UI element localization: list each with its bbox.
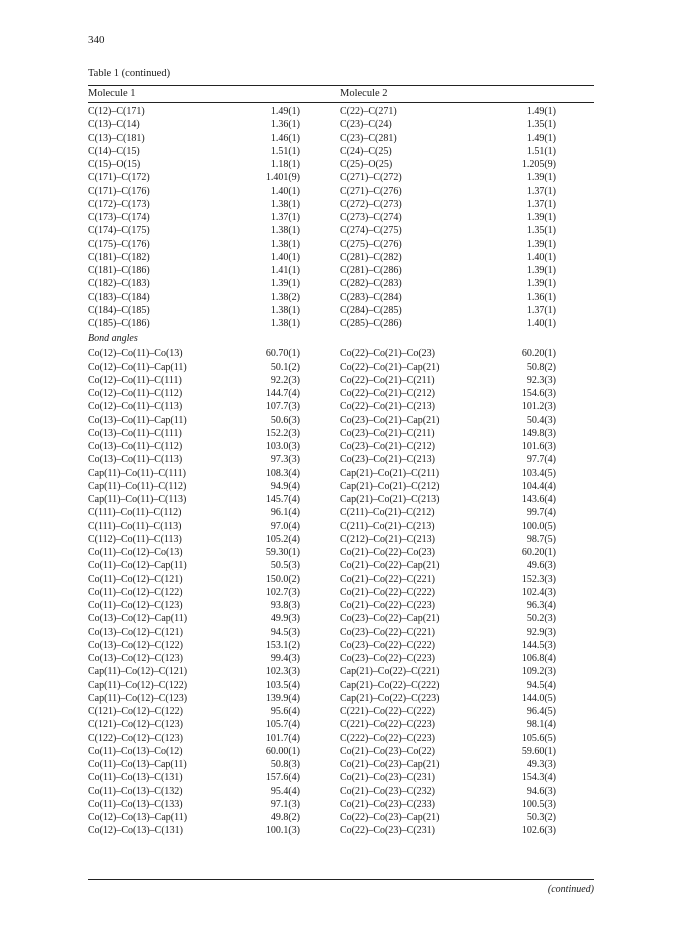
molecule-2-label: C(281)–C(282) [340, 251, 402, 263]
molecule-1-value: 94.5(3) [270, 626, 300, 638]
molecule-2-value: 105.6(5) [521, 732, 556, 744]
molecule-1-value: 97.3(3) [270, 454, 300, 466]
table-row [88, 798, 594, 811]
molecule-1-value: 50.8(3) [270, 759, 300, 770]
table-row [88, 493, 594, 506]
molecule-1-value: 49.8(2) [270, 812, 300, 823]
molecule-1-label: Co(11)–Co(12)–C(122) [88, 586, 183, 598]
molecule-1-value: 100.1(3) [265, 825, 300, 837]
molecule-2-label: Co(23)–Co(22)–Cap(21) [340, 613, 440, 625]
table-row [88, 132, 594, 145]
molecule-2-label: Co(22)–Co(23)–C(231) [340, 825, 435, 837]
table-row [88, 480, 594, 493]
molecule-1-value: 50.1(2) [270, 361, 300, 373]
section-heading-row [88, 330, 594, 347]
molecule-2-label: Co(21)–Co(23)–Cap(21) [340, 759, 440, 770]
molecule-1-label: Cap(11)–Co(11)–C(113) [88, 494, 187, 505]
molecule-1-value: 1.38(1) [270, 238, 300, 250]
molecule-1-value: 1.36(1) [270, 119, 300, 131]
molecule-2-value: 99.7(4) [526, 507, 556, 519]
molecule-1-label: C(14)–C(15) [88, 145, 140, 157]
table-row [88, 745, 594, 758]
molecule-2-value: 50.2(3) [526, 613, 556, 625]
molecule-2-label: Co(21)–Co(22)–Co(23) [340, 547, 435, 558]
molecule-2-label: C(284)–C(285) [340, 304, 402, 316]
bond-angles-heading: Bond angles [88, 333, 138, 345]
table-row [88, 361, 594, 374]
molecule-1-value: 1.41(1) [270, 265, 300, 276]
molecule-2-value: 1.40(1) [526, 251, 556, 263]
molecule-2-value: 101.6(3) [521, 441, 556, 452]
molecule-2-value: 98.1(4) [526, 719, 556, 731]
molecule-1-label: C(111)–Co(11)–C(113) [88, 520, 182, 532]
molecule-2-label: C(25)–O(25) [340, 159, 393, 170]
molecule-1-value: 49.9(3) [270, 613, 300, 625]
molecule-1-label: C(13)–C(14) [88, 119, 140, 131]
molecule-2-value: 1.35(1) [526, 225, 556, 237]
table-row [88, 520, 594, 533]
molecule-2-label: C(23)–C(281) [340, 132, 397, 144]
molecule-1-label: C(175)–C(176) [88, 238, 150, 250]
molecule-1-label: C(111)–Co(11)–C(112) [88, 507, 182, 519]
table-row [88, 771, 594, 784]
molecule-2-label: Cap(21)–Co(22)–C(222) [340, 679, 440, 691]
molecule-1-label: Co(13)–Co(12)–C(122) [88, 639, 183, 651]
molecule-2-label: Co(22)–Co(21)–C(212) [340, 388, 435, 399]
molecule-2-value: 104.4(4) [521, 480, 556, 492]
molecule-2-value: 98.7(5) [526, 533, 556, 545]
molecule-1-value: 139.9(4) [265, 692, 300, 704]
table-row [88, 546, 594, 559]
molecule-1-value: 103.0(3) [265, 441, 300, 452]
molecule-1-value: 92.2(3) [270, 374, 300, 386]
molecule-1-label: Co(11)–Co(12)–Cap(11) [88, 560, 187, 572]
molecule-1-label: Co(11)–Co(12)–Co(13) [88, 547, 183, 558]
molecule-2-value: 1.36(1) [526, 291, 556, 303]
molecule-1-label: C(12)–C(171) [88, 106, 145, 117]
table-row [88, 705, 594, 718]
molecule-2-value: 1.49(1) [526, 132, 556, 144]
molecule-1-label: Co(13)–Co(12)–C(123) [88, 653, 183, 664]
molecule-2-value: 100.5(3) [521, 798, 556, 810]
table-row [88, 599, 594, 612]
molecule-1-value: 152.2(3) [265, 427, 300, 439]
top-rule [88, 85, 594, 86]
molecule-2-label: C(212)–Co(21)–C(213) [340, 533, 435, 545]
molecule-1-label: Co(11)–Co(12)–C(121) [88, 573, 183, 585]
molecule-2-value: 144.5(3) [521, 639, 556, 651]
table-row [88, 251, 594, 264]
molecule-2-value: 94.6(3) [526, 785, 556, 797]
molecule-1-value: 96.1(4) [270, 507, 300, 519]
table-row [88, 679, 594, 692]
molecule-2-label: C(222)–Co(22)–C(223) [340, 732, 435, 744]
molecule-1-value: 102.7(3) [265, 586, 300, 598]
molecule-2-value: 1.49(1) [526, 106, 556, 117]
molecule-1-value: 108.3(4) [265, 467, 300, 479]
molecule-2-label: Co(22)–Co(21)–C(213) [340, 401, 435, 413]
molecule-2-label: Co(21)–Co(23)–C(233) [340, 798, 435, 810]
table-row [88, 586, 594, 599]
molecule-2-label: C(281)–C(286) [340, 265, 402, 276]
molecule-2-label: Co(21)–Co(23)–C(232) [340, 785, 435, 797]
molecule-2-value: 92.3(3) [526, 374, 556, 386]
molecule-2-label: Co(23)–Co(22)–C(221) [340, 626, 435, 638]
molecule-2-value: 59.60(1) [521, 745, 556, 757]
table-row [88, 573, 594, 586]
table-row [88, 758, 594, 771]
molecule-1-label: C(13)–C(181) [88, 132, 145, 144]
table-row [88, 427, 594, 440]
molecule-1-label: Co(13)–Co(11)–C(112) [88, 441, 183, 452]
molecule-2-value: 49.6(3) [526, 560, 556, 572]
table-row [88, 639, 594, 652]
molecule-2-label: C(271)–C(276) [340, 185, 402, 197]
molecule-2-value: 96.3(4) [526, 600, 556, 611]
molecule-1-value: 1.401(9) [265, 172, 300, 184]
molecule-1-value: 144.7(4) [265, 388, 300, 399]
molecule-2-label: Cap(21)–Co(21)–C(213) [340, 494, 440, 505]
molecule-2-label: C(211)–Co(21)–C(212) [340, 507, 435, 519]
table-row [88, 692, 594, 705]
molecule-2-value: 1.37(1) [526, 185, 556, 197]
molecule-2-value: 49.3(3) [526, 759, 556, 770]
molecule-1-value: 99.4(3) [270, 653, 300, 664]
molecule-2-value: 144.0(5) [521, 692, 556, 704]
molecule-1-label: C(15)–O(15) [88, 159, 141, 170]
molecule-1-value: 1.37(1) [270, 212, 300, 223]
molecule-1-label: Co(12)–Co(11)–C(113) [88, 401, 183, 413]
molecule-1-label: C(183)–C(184) [88, 291, 150, 303]
molecule-2-label: Cap(21)–Co(21)–C(212) [340, 480, 440, 492]
molecule-1-value: 60.70(1) [265, 348, 300, 360]
molecule-1-label: Co(12)–Co(13)–C(131) [88, 825, 183, 837]
molecule-1-label: C(171)–C(172) [88, 172, 150, 184]
molecule-2-label: Co(23)–Co(22)–C(222) [340, 639, 435, 651]
molecule-1-value: 1.38(1) [270, 304, 300, 316]
molecule-2-label: Cap(21)–Co(22)–C(221) [340, 666, 440, 678]
table-body [88, 105, 594, 838]
molecule-2-value: 96.4(5) [526, 706, 556, 717]
molecule-1-value: 59.30(1) [265, 547, 300, 558]
table-row [88, 785, 594, 798]
molecule-1-value: 105.2(4) [265, 533, 300, 545]
molecule-1-label: C(171)–C(176) [88, 185, 150, 197]
molecule-2-label: Co(23)–Co(22)–C(223) [340, 653, 435, 664]
molecule-2-value: 1.37(1) [526, 304, 556, 316]
molecule-2-value: 60.20(1) [521, 348, 556, 360]
molecule-1-value: 1.46(1) [270, 132, 300, 144]
table-row [88, 453, 594, 466]
table-row [88, 145, 594, 158]
table-row [88, 374, 594, 387]
molecule-1-value: 50.6(3) [270, 414, 300, 426]
page-number: 340 [88, 34, 105, 46]
molecule-1-label: Cap(11)–Co(12)–C(122) [88, 679, 188, 691]
molecule-2-value: 1.39(1) [526, 265, 556, 276]
molecule-1-label: Co(11)–Co(13)–C(132) [88, 785, 183, 797]
table-title: Table 1 (continued) [88, 68, 171, 79]
molecule-2-value: 154.6(3) [521, 388, 556, 399]
molecule-1-label: Co(13)–Co(12)–Cap(11) [88, 613, 188, 625]
molecule-1-value: 145.7(4) [265, 494, 300, 505]
molecule-2-label: Co(23)–Co(21)–Cap(21) [340, 414, 440, 426]
molecule-2-value: 1.40(1) [526, 318, 556, 329]
molecule-1-value: 1.40(1) [270, 185, 300, 197]
molecule-2-label: C(273)–C(274) [340, 212, 402, 223]
molecule-1-label: Co(12)–Co(11)–C(112) [88, 388, 183, 399]
table-row [88, 652, 594, 665]
table-row [88, 264, 594, 277]
molecule-1-label: Cap(11)–Co(12)–C(121) [88, 666, 188, 678]
molecule-2-label: Co(21)–Co(23)–C(231) [340, 772, 435, 784]
molecule-2-label: Cap(21)–Co(22)–C(223) [340, 692, 440, 704]
molecule-2-value: 50.8(2) [526, 361, 556, 373]
table-row [88, 400, 594, 413]
molecule-1-label: Cap(11)–Co(11)–C(111) [88, 467, 186, 479]
table-row [88, 238, 594, 251]
molecule-1-label: Co(12)–Co(13)–Cap(11) [88, 812, 188, 823]
molecule-1-value: 103.5(4) [265, 679, 300, 691]
table-row [88, 291, 594, 304]
molecule-2-label: Co(22)–Co(21)–C(211) [340, 374, 435, 386]
molecule-1-label: Co(13)–Co(12)–C(121) [88, 626, 183, 638]
table-row [88, 440, 594, 453]
molecule-1-value: 60.00(1) [265, 745, 300, 757]
molecule-2-value: 101.2(3) [521, 401, 556, 413]
molecule-2-label: Co(22)–Co(21)–Co(23) [340, 348, 435, 360]
molecule-2-value: 60.20(1) [521, 547, 556, 558]
table-row [88, 811, 594, 824]
molecule-2-label: C(275)–C(276) [340, 238, 402, 250]
bottom-rule [88, 879, 594, 880]
molecule-1-label: C(174)–C(175) [88, 225, 150, 237]
molecule-2-label: Co(21)–Co(22)–C(223) [340, 600, 435, 611]
molecule-2-label: C(274)–C(275) [340, 225, 402, 237]
molecule-1-value: 94.9(4) [270, 480, 300, 492]
molecule-1-label: Co(13)–Co(11)–Cap(11) [88, 414, 187, 426]
molecule-2-value: 1.51(1) [526, 145, 556, 157]
molecule-1-label: C(121)–Co(12)–C(122) [88, 706, 183, 717]
molecule-1-value: 1.38(2) [270, 291, 300, 303]
molecule-2-value: 152.3(3) [521, 573, 556, 585]
molecule-1-label: Co(12)–Co(11)–Co(13) [88, 348, 183, 360]
molecule-1-label: C(184)–C(185) [88, 304, 150, 316]
molecule-1-value: 105.7(4) [265, 719, 300, 731]
table-row [88, 277, 594, 290]
table-row [88, 612, 594, 625]
molecule-2-value: 1.39(1) [526, 278, 556, 290]
molecule-2-label: C(211)–Co(21)–C(213) [340, 520, 435, 532]
molecule-2-value: 1.39(1) [526, 212, 556, 223]
molecule-2-value: 102.4(3) [521, 586, 556, 598]
molecule-1-label: Co(13)–Co(11)–C(113) [88, 454, 183, 466]
molecule-2-value: 50.3(2) [526, 812, 556, 823]
molecule-1-value: 50.5(3) [270, 560, 300, 572]
header-rule [88, 102, 594, 103]
table-row [88, 414, 594, 427]
molecule-2-value: 1.39(1) [526, 238, 556, 250]
table-row [88, 626, 594, 639]
molecule-2-label: Cap(21)–Co(21)–C(211) [340, 467, 440, 479]
molecule-2-value: 100.0(5) [521, 520, 556, 532]
molecule-1-value: 101.7(4) [265, 732, 300, 744]
molecule-1-label: Co(11)–Co(13)–Co(12) [88, 745, 183, 757]
molecule-2-label: C(283)–C(284) [340, 291, 402, 303]
table-row [88, 533, 594, 546]
table-row [88, 665, 594, 678]
molecule-1-header: Molecule 1 [88, 88, 136, 99]
molecule-1-value: 97.1(3) [270, 798, 300, 810]
molecule-1-value: 1.39(1) [270, 278, 300, 290]
table-row [88, 118, 594, 131]
table-row [88, 732, 594, 745]
molecule-1-label: Co(12)–Co(11)–C(111) [88, 374, 182, 386]
molecule-1-label: Cap(11)–Co(11)–C(112) [88, 480, 187, 492]
molecule-2-value: 102.6(3) [521, 825, 556, 837]
table-row [88, 559, 594, 572]
molecule-2-header: Molecule 2 [340, 88, 388, 99]
molecule-1-value: 157.6(4) [265, 772, 300, 784]
molecule-2-value: 103.4(5) [521, 467, 556, 479]
molecule-1-value: 1.49(1) [270, 106, 300, 117]
molecule-2-label: C(282)–C(283) [340, 278, 402, 290]
table-row [88, 317, 594, 330]
molecule-2-label: C(23)–C(24) [340, 119, 392, 131]
molecule-1-label: C(182)–C(183) [88, 278, 150, 290]
molecule-1-value: 97.0(4) [270, 520, 300, 532]
table-row [88, 467, 594, 480]
molecule-1-label: Co(11)–Co(12)–C(123) [88, 600, 183, 611]
molecule-1-value: 95.6(4) [270, 706, 300, 717]
molecule-1-value: 93.8(3) [270, 600, 300, 611]
molecule-1-label: C(181)–C(186) [88, 265, 150, 276]
molecule-1-value: 102.3(3) [265, 666, 300, 678]
molecule-2-value: 1.39(1) [526, 172, 556, 184]
molecule-1-label: Cap(11)–Co(12)–C(123) [88, 692, 188, 704]
molecule-1-label: Co(12)–Co(11)–Cap(11) [88, 361, 187, 373]
molecule-1-label: C(112)–Co(11)–C(113) [88, 533, 182, 545]
molecule-2-value: 106.8(4) [521, 653, 556, 664]
molecule-1-value: 1.38(1) [270, 225, 300, 237]
molecule-2-label: Co(23)–Co(21)–C(213) [340, 454, 435, 466]
table-row [88, 718, 594, 731]
molecule-1-label: Co(11)–Co(13)–Cap(11) [88, 759, 187, 770]
molecule-2-label: C(24)–C(25) [340, 145, 392, 157]
table-row [88, 347, 594, 360]
molecule-1-label: Co(11)–Co(13)–C(131) [88, 772, 183, 784]
molecule-2-label: Co(22)–Co(21)–Cap(21) [340, 361, 440, 373]
molecule-1-value: 150.0(2) [265, 573, 300, 585]
molecule-2-label: C(285)–C(286) [340, 318, 402, 329]
table-row [88, 171, 594, 184]
molecule-1-value: 1.18(1) [270, 159, 300, 170]
continued-note: (continued) [547, 884, 594, 895]
molecule-2-value: 97.7(4) [526, 454, 556, 466]
table-row [88, 304, 594, 317]
molecule-2-label: Co(21)–Co(23)–Co(22) [340, 745, 435, 757]
molecule-1-label: Co(11)–Co(13)–C(133) [88, 798, 183, 810]
molecule-2-label: Co(23)–Co(21)–C(211) [340, 427, 435, 439]
molecule-1-label: C(173)–C(174) [88, 212, 150, 223]
molecule-1-label: C(185)–C(186) [88, 318, 150, 329]
table-row [88, 158, 594, 171]
molecule-1-value: 1.38(1) [270, 318, 300, 329]
molecule-2-value: 1.205(9) [521, 159, 556, 170]
molecule-2-value: 154.3(4) [521, 772, 556, 784]
molecule-1-value: 95.4(4) [270, 785, 300, 797]
molecule-2-label: Co(22)–Co(23)–Cap(21) [340, 812, 440, 823]
molecule-2-value: 143.6(4) [521, 494, 556, 505]
molecule-2-label: C(22)–C(271) [340, 106, 397, 117]
molecule-2-value: 50.4(3) [526, 414, 556, 426]
molecule-2-label: C(221)–Co(22)–C(222) [340, 706, 435, 717]
table-row [88, 224, 594, 237]
table-row [88, 185, 594, 198]
molecule-1-value: 1.51(1) [270, 145, 300, 157]
molecule-1-label: C(181)–C(182) [88, 251, 150, 263]
molecule-2-label: C(271)–C(272) [340, 172, 402, 184]
molecule-2-label: C(221)–Co(22)–C(223) [340, 719, 435, 731]
molecule-1-label: Co(13)–Co(11)–C(111) [88, 427, 182, 439]
molecule-2-value: 149.8(3) [521, 427, 556, 439]
molecule-2-label: Co(23)–Co(21)–C(212) [340, 441, 435, 452]
molecule-1-label: C(172)–C(173) [88, 198, 150, 210]
molecule-2-label: Co(21)–Co(22)–C(221) [340, 573, 435, 585]
molecule-2-label: Co(21)–Co(22)–Cap(21) [340, 560, 440, 572]
molecule-2-value: 1.35(1) [526, 119, 556, 131]
table-row [88, 824, 594, 837]
table-row [88, 506, 594, 519]
molecule-2-value: 109.2(3) [521, 666, 556, 678]
molecule-1-label: C(121)–Co(12)–C(123) [88, 719, 183, 731]
table-row [88, 211, 594, 224]
molecule-1-value: 1.40(1) [270, 251, 300, 263]
molecule-2-label: Co(21)–Co(22)–C(222) [340, 586, 435, 598]
molecule-1-value: 153.1(2) [265, 639, 300, 651]
molecule-1-value: 107.7(3) [265, 401, 300, 413]
table-row [88, 387, 594, 400]
molecule-2-value: 94.5(4) [526, 679, 556, 691]
table-row [88, 198, 594, 211]
molecule-1-label: C(122)–Co(12)–C(123) [88, 732, 183, 744]
molecule-2-value: 92.9(3) [526, 626, 556, 638]
molecule-2-label: C(272)–C(273) [340, 198, 402, 210]
molecule-1-value: 1.38(1) [270, 198, 300, 210]
molecule-2-value: 1.37(1) [526, 198, 556, 210]
table-row [88, 105, 594, 118]
